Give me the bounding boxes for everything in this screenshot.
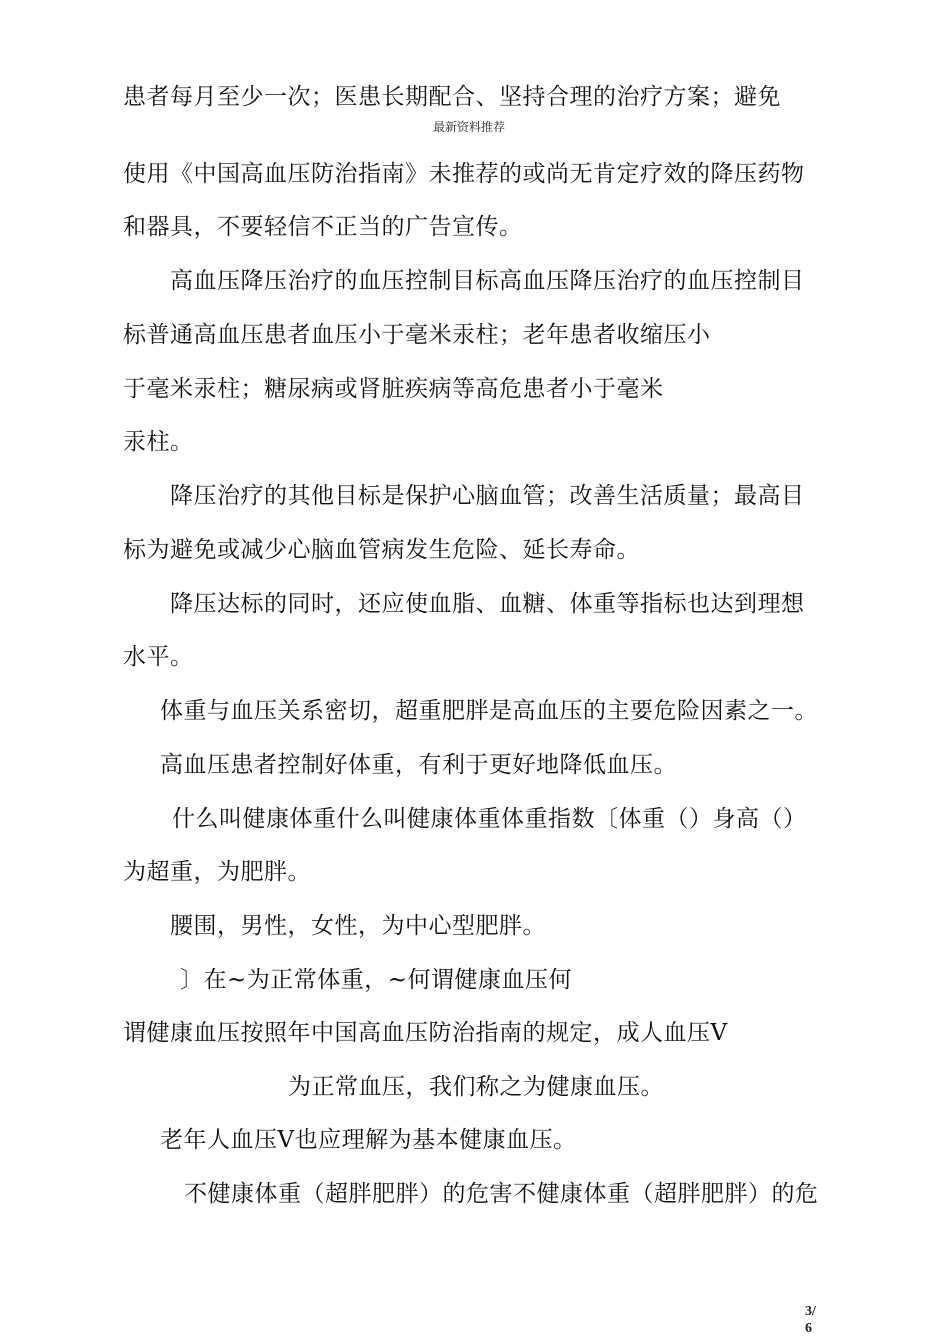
page-number-top: 3/ — [805, 1304, 816, 1319]
text-line-9: 标为避免或减少心脑血管病发生危险、延长寿命。 — [123, 537, 640, 563]
text-line-13: 高血压患者控制好体重，有利于更好地降低血压。 — [160, 752, 677, 778]
text-line-11: 水平。 — [123, 644, 194, 670]
text-line-8: 降压治疗的其他目标是保护心脑血管；改善生活质量；最高目 — [170, 483, 805, 509]
text-line-16: 腰围，男性，女性，为中心型肥胖。 — [170, 913, 546, 939]
text-line-17: 〕在~为正常体重，~何谓健康血压何 — [180, 967, 573, 993]
text-line-2: 使用《中国高血压防治指南》未推荐的或尚无肯定疗效的降压药物 — [123, 161, 805, 187]
text-line-10: 降压达标的同时，还应使血脂、血糖、体重等指标也达到理想 — [170, 591, 805, 617]
text-line-15: 为超重，为肥胖。 — [123, 859, 311, 885]
header-note: 最新资料推荐 — [433, 120, 506, 134]
text-line-6: 于毫米汞柱；糖尿病或肾脏疾病等高危患者小于毫米 — [123, 376, 664, 402]
text-line-18: 谓健康血压按照年中国高血压防治指南的规定，成人血压V — [123, 1020, 728, 1046]
page-number — [805, 1303, 816, 1337]
text-line-5: 标普通高血压患者血压小于毫米汞柱；老年患者收缩压小 — [123, 322, 711, 348]
page-number-bottom: 6 — [805, 1321, 812, 1336]
text-line-7: 汞柱。 — [123, 429, 194, 455]
text-line-14: 什么叫健康体重什么叫健康体重体重指数〔体重（）身高（） — [172, 806, 807, 832]
text-line-1: 患者每月至少一次；医患长期配合、坚持合理的治疗方案；避免 — [123, 84, 781, 110]
text-line-4: 高血压降压治疗的血压控制目标高血压降压治疗的血压控制目 — [170, 268, 805, 294]
text-line-3: 和器具，不要轻信不正当的广告宣传。 — [123, 214, 523, 240]
text-line-19: 为正常血压，我们称之为健康血压。 — [288, 1074, 664, 1100]
text-line-20: 老年人血压V也应理解为基本健康血压。 — [160, 1127, 577, 1153]
text-line-21: 不健康体重（超胖肥胖）的危害不健康体重（超胖肥胖）的危 — [184, 1181, 819, 1207]
text-line-12: 体重与血压关系密切，超重肥胖是高血压的主要危险因素之一。 — [160, 698, 818, 724]
